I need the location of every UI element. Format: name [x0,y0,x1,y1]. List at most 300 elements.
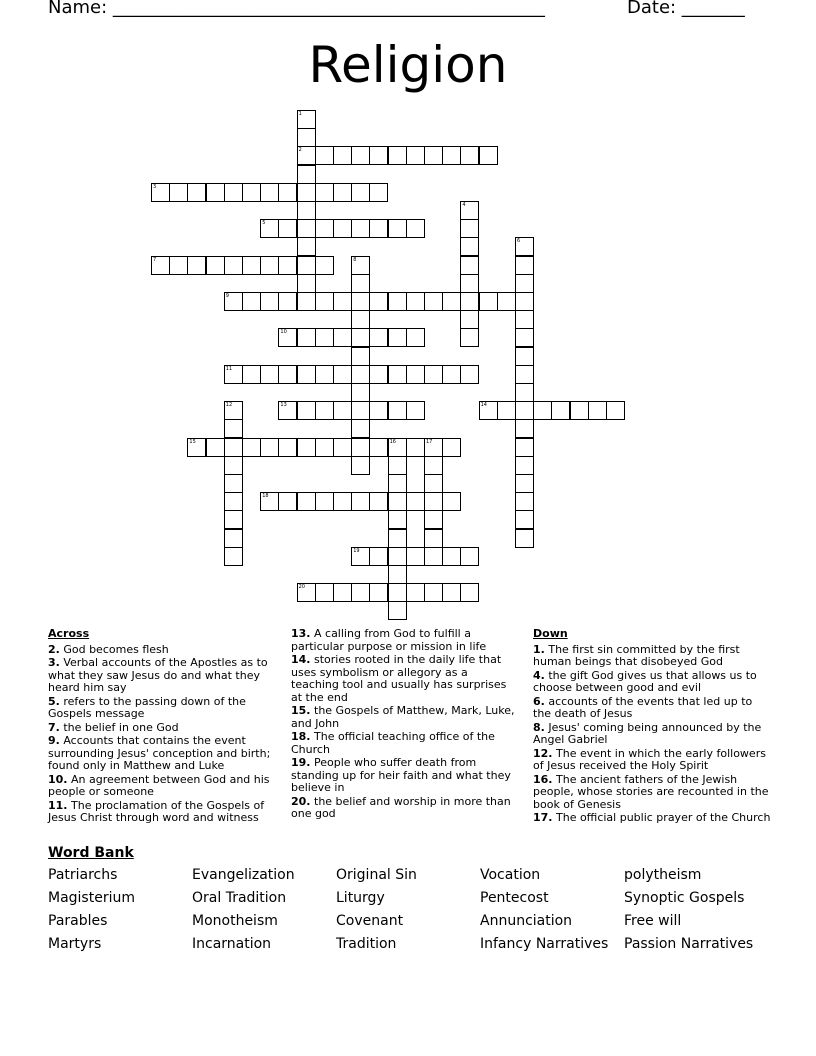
clue-item [48,722,274,735]
grid-cell[interactable] [406,401,425,420]
clue-item [533,748,771,773]
grid-cell[interactable] [351,328,370,347]
clue-item-number: 11. [48,798,68,812]
clue-item-number: 10. [48,772,68,786]
word-bank-item: Free will [624,913,682,929]
grid-cell[interactable] [278,292,297,311]
grid-cell[interactable] [351,274,370,293]
clue-number: 16 [389,438,396,445]
grid-cell[interactable] [388,583,407,602]
grid-cell[interactable] [297,365,316,384]
clue-item-text: stories rooted in the daily life that uses symbolism or allegory as a teaching tool and usually has surprises at the end [291,653,507,704]
grid-cell[interactable] [406,292,425,311]
grid-cell[interactable] [260,492,279,511]
grid-cell[interactable] [460,583,479,602]
clue-number: 3 [153,183,157,190]
clue-number: 13 [280,402,287,409]
grid-cell[interactable] [224,256,243,275]
clue-item-text: A calling from God to fulfill a particular purpose or mission in life [291,627,487,653]
grid-cell[interactable] [388,146,407,165]
grid-cell[interactable] [242,438,261,457]
grid-cell[interactable] [260,438,279,457]
clue-item-number: 18. [291,730,311,743]
grid-cell[interactable] [388,474,407,493]
clue-item-text: Accounts that contains the event surrounding Jesus' conception and birth; found only in Matthew and Luke [48,734,271,772]
grid-cell[interactable] [515,365,534,384]
grid-cell[interactable] [570,401,589,420]
grid-cell[interactable] [351,183,370,202]
clue-item-text: The event in which the early followers of Jesus received the Holy Spirit [533,746,766,772]
grid-cell[interactable] [442,146,461,165]
grid-cell[interactable] [224,547,243,566]
clue-number: 12 [225,402,233,409]
grid-cell[interactable] [460,292,479,311]
clue-item-text: The official teaching office of the Church [291,730,495,756]
grid-cell[interactable] [315,438,334,457]
clue-item-text: The ancient fathers of the Jewish people, whose stories are recounted in the book of Genesis [533,772,769,811]
grid-cell[interactable] [187,256,206,275]
grid-cell[interactable] [388,328,407,347]
clue-item-text: Jesus' coming being announced by the Angel Gabriel [533,720,762,746]
grid-cell[interactable] [206,183,225,202]
grid-cell[interactable] [333,401,352,420]
grid-cell[interactable] [515,401,534,420]
grid-cell[interactable] [351,401,370,420]
grid-cell[interactable] [333,328,352,347]
clue-number: 1 [298,111,302,117]
grid-cell[interactable] [260,219,279,238]
name-field[interactable]: Name: ________________________________________________ [48,0,545,18]
grid-cell[interactable] [442,547,461,566]
grid-cell[interactable] [442,292,461,311]
clue-number: 10 [280,329,287,336]
grid-cell[interactable] [187,183,206,202]
grid-cell[interactable] [442,365,461,384]
grid-cell[interactable] [606,401,625,420]
clue-number: 15 [189,438,196,445]
grid-cell[interactable] [224,529,243,548]
clue-number: 17 [426,438,433,445]
clue-item-number: 19. [291,756,311,769]
grid-cell[interactable] [369,146,388,165]
clue-item [533,774,771,812]
grid-cell[interactable] [315,183,334,202]
grid-cell[interactable] [388,456,407,475]
grid-cell[interactable] [333,292,352,311]
word-bank-item: Covenant [336,913,404,929]
clue-item [291,731,517,756]
grid-cell[interactable] [369,438,388,457]
clue-number: 9 [225,293,229,299]
grid-cell[interactable] [242,365,261,384]
grid-cell[interactable] [460,365,479,384]
clue-number: 11 [225,365,233,372]
clue-number: 8 [353,256,357,263]
grid-cell[interactable] [169,183,188,202]
grid-cell[interactable] [297,237,316,256]
clue-item [48,644,274,657]
grid-cell[interactable] [442,492,461,511]
grid-cell[interactable] [297,583,316,602]
grid-cell[interactable] [224,365,243,384]
grid-cell[interactable] [479,401,498,420]
grid-cell[interactable] [369,401,388,420]
grid-cell[interactable] [369,219,388,238]
clue-item [533,812,771,825]
grid-cell[interactable] [424,547,443,566]
grid-cell[interactable] [297,256,316,275]
grid-cell[interactable] [297,401,316,420]
grid-cell[interactable] [242,292,261,311]
grid-cell[interactable] [351,583,370,602]
grid-cell[interactable] [515,328,534,347]
grid-cell[interactable] [278,365,297,384]
grid-cell[interactable] [315,292,334,311]
grid-cell[interactable] [388,219,407,238]
grid-cell[interactable] [515,529,534,548]
grid-cell[interactable] [351,219,370,238]
grid-cell[interactable] [369,365,388,384]
grid-cell[interactable] [315,492,334,511]
grid-cell[interactable] [369,292,388,311]
grid-cell[interactable] [388,510,407,529]
grid-cell[interactable] [297,201,316,220]
grid-cell[interactable] [406,365,425,384]
clue-item [291,654,517,704]
grid-cell[interactable] [406,438,425,457]
grid-cell[interactable] [497,401,516,420]
clue-number: 14 [480,402,487,409]
down-heading: Down [533,627,568,640]
grid-cell[interactable] [460,547,479,566]
clue-item-number: 9. [48,734,60,747]
clue-item-number: 15. [291,704,311,717]
clue-item-text: the belief in one God [63,720,179,734]
clue-item-number: 5. [48,694,60,708]
grid-cell[interactable] [388,365,407,384]
word-bank-item: Oral Tradition [192,890,287,906]
clue-item [533,670,771,695]
grid-cell[interactable] [351,347,370,366]
clue-item-number: 3. [48,656,60,669]
grid-cell[interactable] [333,438,352,457]
grid-cell[interactable] [406,492,425,511]
grid-cell[interactable] [351,146,370,165]
grid-cell[interactable] [315,328,334,347]
page-title: Religion [308,36,508,94]
word-bank-heading: Word Bank [48,845,134,861]
grid-cell[interactable] [388,601,407,620]
grid-cell[interactable] [333,365,352,384]
word-bank-item: Synoptic Gospels [624,890,745,906]
grid-cell[interactable] [351,438,370,457]
grid-cell[interactable] [406,583,425,602]
grid-cell[interactable] [551,401,570,420]
clue-item-number: 6. [533,694,545,708]
word-bank-item: polytheism [624,867,702,883]
grid-cell[interactable] [278,256,297,275]
across-heading: Across [48,627,90,640]
grid-cell[interactable] [278,219,297,238]
clue-item-text: The proclamation of the Gospels of Jesus Christ through word and witness [48,798,265,824]
grid-cell[interactable] [297,292,316,311]
grid-cell[interactable] [515,274,534,293]
grid-cell[interactable] [424,146,443,165]
grid-cell[interactable] [424,492,443,511]
grid-cell[interactable] [442,583,461,602]
grid-cell[interactable] [515,510,534,529]
grid-cell[interactable] [406,146,425,165]
grid-cell[interactable] [460,237,479,256]
grid-cell[interactable] [224,183,243,202]
grid-cell[interactable] [533,401,552,420]
grid-cell[interactable] [297,328,316,347]
clue-item-text: Verbal accounts of the Apostles as to what they saw Jesus do and what they heard him say [48,656,268,694]
grid-cell[interactable] [515,492,534,511]
clue-number: 2 [298,147,302,154]
clue-item-text: The official public prayer of the Church [556,811,771,824]
grid-cell[interactable] [333,583,352,602]
clue-item-number: 17. [533,811,553,824]
grid-cell[interactable] [297,146,316,165]
word-bank-item: Patriarchs [48,867,118,883]
grid-cell[interactable] [297,219,316,238]
clue-item [48,774,274,799]
grid-cell[interactable] [515,310,534,329]
grid-cell[interactable] [187,438,206,457]
grid-cell[interactable] [315,583,334,602]
grid-cell[interactable] [388,529,407,548]
grid-cell[interactable] [515,456,534,475]
grid-cell[interactable] [297,165,316,184]
grid-cell[interactable] [278,328,297,347]
clue-item-text: The first sin committed by the first human beings that disobeyed God [533,642,740,668]
across-clues-column-1 [48,628,274,826]
grid-cell[interactable] [442,438,461,457]
grid-cell[interactable] [515,438,534,457]
grid-cell[interactable] [388,492,407,511]
grid-cell[interactable] [297,438,316,457]
clue-item-number: 16. [533,772,553,786]
grid-cell[interactable] [369,183,388,202]
word-bank-item: Original Sin [336,867,417,883]
grid-cell[interactable] [369,492,388,511]
grid-cell[interactable] [242,183,261,202]
grid-cell[interactable] [224,474,243,493]
grid-cell[interactable] [369,328,388,347]
word-bank-item: Evangelization [192,867,295,883]
grid-cell[interactable] [315,256,334,275]
clue-number: 19 [353,547,360,554]
grid-cell[interactable] [297,274,316,293]
grid-cell[interactable] [315,146,334,165]
grid-cell[interactable] [515,292,534,311]
grid-cell[interactable] [388,565,407,584]
clue-item [533,722,771,747]
grid-cell[interactable] [406,547,425,566]
grid-cell[interactable] [351,292,370,311]
grid-cell[interactable] [297,183,316,202]
grid-cell[interactable] [351,365,370,384]
across-clue-list-continued [291,628,517,821]
date-field[interactable]: Date: _______ [627,0,745,18]
grid-cell[interactable] [388,438,407,457]
grid-cell[interactable] [315,219,334,238]
grid-cell[interactable] [351,492,370,511]
grid-cell[interactable] [224,510,243,529]
grid-cell[interactable] [151,183,170,202]
grid-cell[interactable] [333,492,352,511]
grid-cell[interactable] [424,292,443,311]
clue-item-number: 8. [533,720,545,734]
grid-cell[interactable] [333,183,352,202]
grid-cell[interactable] [351,547,370,566]
clue-number: 4 [462,202,466,208]
grid-cell[interactable] [333,219,352,238]
grid-cell[interactable] [460,256,479,275]
grid-cell[interactable] [515,237,534,256]
clue-item [291,628,517,653]
grid-cell[interactable] [333,146,352,165]
word-bank-item: Vocation [480,867,541,883]
grid-cell[interactable] [260,365,279,384]
grid-cell[interactable] [224,456,243,475]
grid-cell[interactable] [224,438,243,457]
grid-cell[interactable] [224,401,243,420]
clue-item-text: refers to the passing down of the Gospels message [48,694,246,720]
clue-item-text: An agreement between God and his people or someone [48,772,270,798]
clue-number: 5 [262,220,266,227]
word-bank-item: Magisterium [48,890,135,906]
grid-cell[interactable] [260,256,279,275]
grid-cell[interactable] [424,456,443,475]
word-bank-item: Incarnation [192,936,272,952]
grid-cell[interactable] [388,292,407,311]
grid-cell[interactable] [224,419,243,438]
grid-cell[interactable] [315,401,334,420]
word-bank-item: Annunciation [480,913,573,929]
clue-item-number: 12. [533,746,553,760]
grid-cell[interactable] [406,328,425,347]
clue-item-number: 7. [48,720,60,734]
grid-cell[interactable] [460,310,479,329]
word-bank-item: Tradition [336,936,397,952]
clue-item [48,800,274,825]
grid-cell[interactable] [224,492,243,511]
clue-item-text: the belief and worship in more than one god [291,794,511,820]
word-bank [48,866,788,954]
grid-cell[interactable] [424,583,443,602]
grid-cell[interactable] [388,547,407,566]
grid-cell[interactable] [224,292,243,311]
grid-cell[interactable] [260,183,279,202]
clue-item [291,796,517,821]
word-bank-item: Monotheism [192,913,278,929]
grid-cell[interactable] [406,219,425,238]
grid-cell[interactable] [278,438,297,457]
grid-cell[interactable] [315,365,334,384]
clue-number: 20 [298,584,305,591]
clue-item-text: the Gospels of Matthew, Mark, Luke, and John [291,704,515,730]
word-bank-item: Parables [48,913,108,929]
clue-item-number: 13. [291,627,311,640]
grid-cell[interactable] [460,219,479,238]
grid-cell[interactable] [278,492,297,511]
grid-cell[interactable] [460,328,479,347]
grid-cell[interactable] [206,438,225,457]
grid-cell[interactable] [424,438,443,457]
grid-cell[interactable] [515,383,534,402]
grid-cell[interactable] [278,183,297,202]
grid-cell[interactable] [460,201,479,220]
grid-cell[interactable] [242,256,261,275]
clue-item [291,705,517,730]
grid-cell[interactable] [497,292,516,311]
word-bank-item: Infancy Narratives [480,936,609,952]
across-clue-list [48,644,274,825]
grid-cell[interactable] [151,256,170,275]
grid-cell[interactable] [460,146,479,165]
grid-cell[interactable] [351,256,370,275]
grid-cell[interactable] [515,347,534,366]
grid-cell[interactable] [369,547,388,566]
clue-item-number: 1. [533,642,545,656]
word-bank-item: Pentecost [480,890,549,906]
grid-cell[interactable] [424,474,443,493]
clue-item-number: 20. [291,794,311,808]
grid-cell[interactable] [206,256,225,275]
word-bank-item: Martyrs [48,936,102,952]
clue-item [533,644,771,669]
clue-number: 18 [262,493,269,500]
grid-cell[interactable] [515,474,534,493]
grid-cell[interactable] [424,529,443,548]
grid-cell[interactable] [369,583,388,602]
grid-cell[interactable] [424,510,443,529]
grid-cell[interactable] [297,128,316,147]
grid-cell[interactable] [169,256,188,275]
grid-cell[interactable] [278,401,297,420]
grid-cell[interactable] [515,256,534,275]
across-clues-column-2 [291,628,517,822]
grid-cell[interactable] [424,365,443,384]
grid-cell[interactable] [351,456,370,475]
grid-cell[interactable] [479,146,498,165]
grid-cell[interactable] [460,274,479,293]
grid-cell[interactable] [479,292,498,311]
grid-cell[interactable] [297,492,316,511]
grid-cell[interactable] [515,419,534,438]
clue-item-number: 14. [291,653,311,666]
grid-cell[interactable] [351,310,370,329]
clue-item [291,757,517,795]
clue-number: 6 [517,238,521,245]
grid-cell[interactable] [388,401,407,420]
word-bank-item: Liturgy [336,890,385,906]
grid-cell[interactable] [260,292,279,311]
grid-cell[interactable] [297,110,316,129]
grid-cell[interactable] [588,401,607,420]
clue-number: 7 [153,256,157,263]
clue-item [533,696,771,721]
clue-item [48,735,274,773]
word-bank-item: Passion Narratives [624,936,754,952]
grid-cell[interactable] [351,383,370,402]
grid-cell[interactable] [351,419,370,438]
clue-item-text: the gift God gives us that allows us to choose between good and evil [533,668,757,694]
clue-item-number: 4. [533,668,545,682]
clue-item-text: God becomes flesh [63,642,169,656]
